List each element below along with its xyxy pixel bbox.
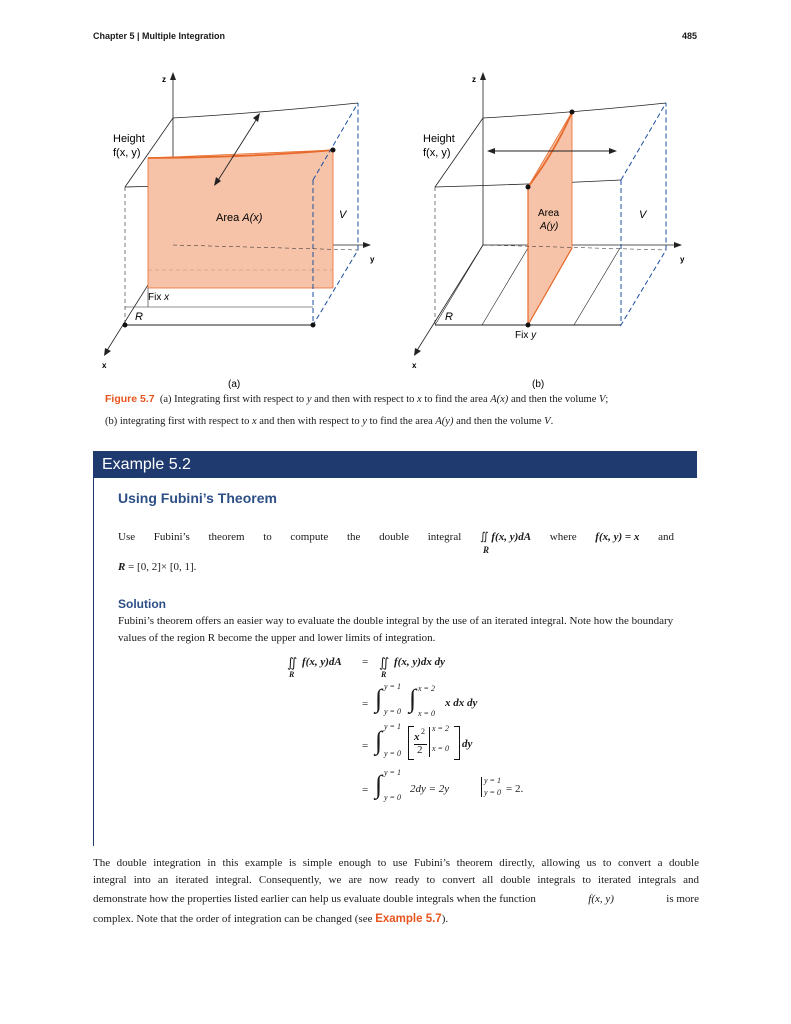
area-label: Area [216,212,243,224]
closing-paragraph: The double integration in this example is simple enough to use Fubini’s theorem directly, allowing us to convert a double integral into an iterated integral. Consequently, we are now ready to convert all double integrals to iterated integrals and demonstrate how the properties listed earlier can help us evaluate double integrals when the function f(x, y) is more complex. Note that the order of integration can be changed (see Example 5.7). [93,857,699,925]
svg-text:Fix y [515,330,537,341]
problem-statement-line2: R = [0, 2]× [0, 1]. [118,561,197,573]
height-label: Height [423,133,455,145]
svg-text:Fix x [148,292,170,303]
fix-label: Fix [515,330,532,341]
example-5-7-link[interactable]: Example 5.7 [375,913,442,925]
region-label: R [135,311,143,323]
height-function-label: f(x, y) [113,147,141,159]
axis-x-label: x [412,361,417,370]
area-var: A(x) [242,212,263,224]
axis-y-label: y [680,255,685,264]
problem-statement-line1: Use Fubini’s theorem to compute the double integral ∬ R f(x, y)dA where f(x, y) = x and [118,531,674,555]
fix-var: x [164,292,170,303]
figure-panel-a [102,72,375,390]
solution-heading: Solution [118,597,166,611]
figure-5-7 [0,0,791,395]
math-derivation: ∬ R f(x, y)dA = ∬ R f(x, y)dx dy = ∫ y = 1 y = 0 ∫ x = 2 x = 0 x dx dy = ∫ y = 1 y = 0 x 2 2 x = 2 x = 0 dy = ∫ y = 1 y = 0 2dy = 2y y = 1 y = 0 = 2. [287,655,524,802]
subfigure-label-a: (a) [228,379,241,390]
eval-bar-2 [481,777,482,797]
subfigure-label-b: (b) [532,379,545,390]
figure-caption: Figure 5.7 (a) Integrating first with respect to y and then with respect to x to find the area A(x) and then the volume V; (b) integrating first with respect to x and then with respect to y to find the area A(y) and then the volume V. [105,393,609,427]
bracket-right [454,726,460,760]
figure-panel-b [412,72,685,390]
fix-var: y [531,330,537,341]
height-function-label: f(x, y) [423,147,451,159]
axis-x-label: x [102,361,107,370]
example-title: Using Fubini’s Theorem [118,490,277,506]
axis-z-label: z [472,75,476,84]
area-var: A(y) [540,221,559,232]
example-header-bar: Example 5.2 [93,451,697,478]
region-label: R [445,311,453,323]
height-label: Height [113,133,145,145]
solution-text: Fubini’s theorem offers an easier way to evaluate the double integral by the use of an iterated integral. Note how the boundary values of the region R become the upper and lower limits of integration. [118,615,674,644]
problem-integral: ∬ R f(x, y)dA [479,531,532,555]
page-number: 485 [682,31,698,41]
axis-y-label: y [370,255,375,264]
running-header-chapter: Chapter 5 | Multiple Integration [93,31,226,41]
svg-text:Area A(x) [216,212,263,224]
fix-label: Fix [148,292,165,303]
area-label: Area [538,208,560,219]
example-left-rule [93,478,94,846]
axis-z-label: z [162,75,166,84]
eval-bar [429,727,430,757]
volume-label: V [639,209,647,221]
fraction-bar [414,744,427,745]
bracket-left [408,726,414,760]
figure-label: Figure 5.7 [105,393,155,405]
volume-label: V [339,209,347,221]
